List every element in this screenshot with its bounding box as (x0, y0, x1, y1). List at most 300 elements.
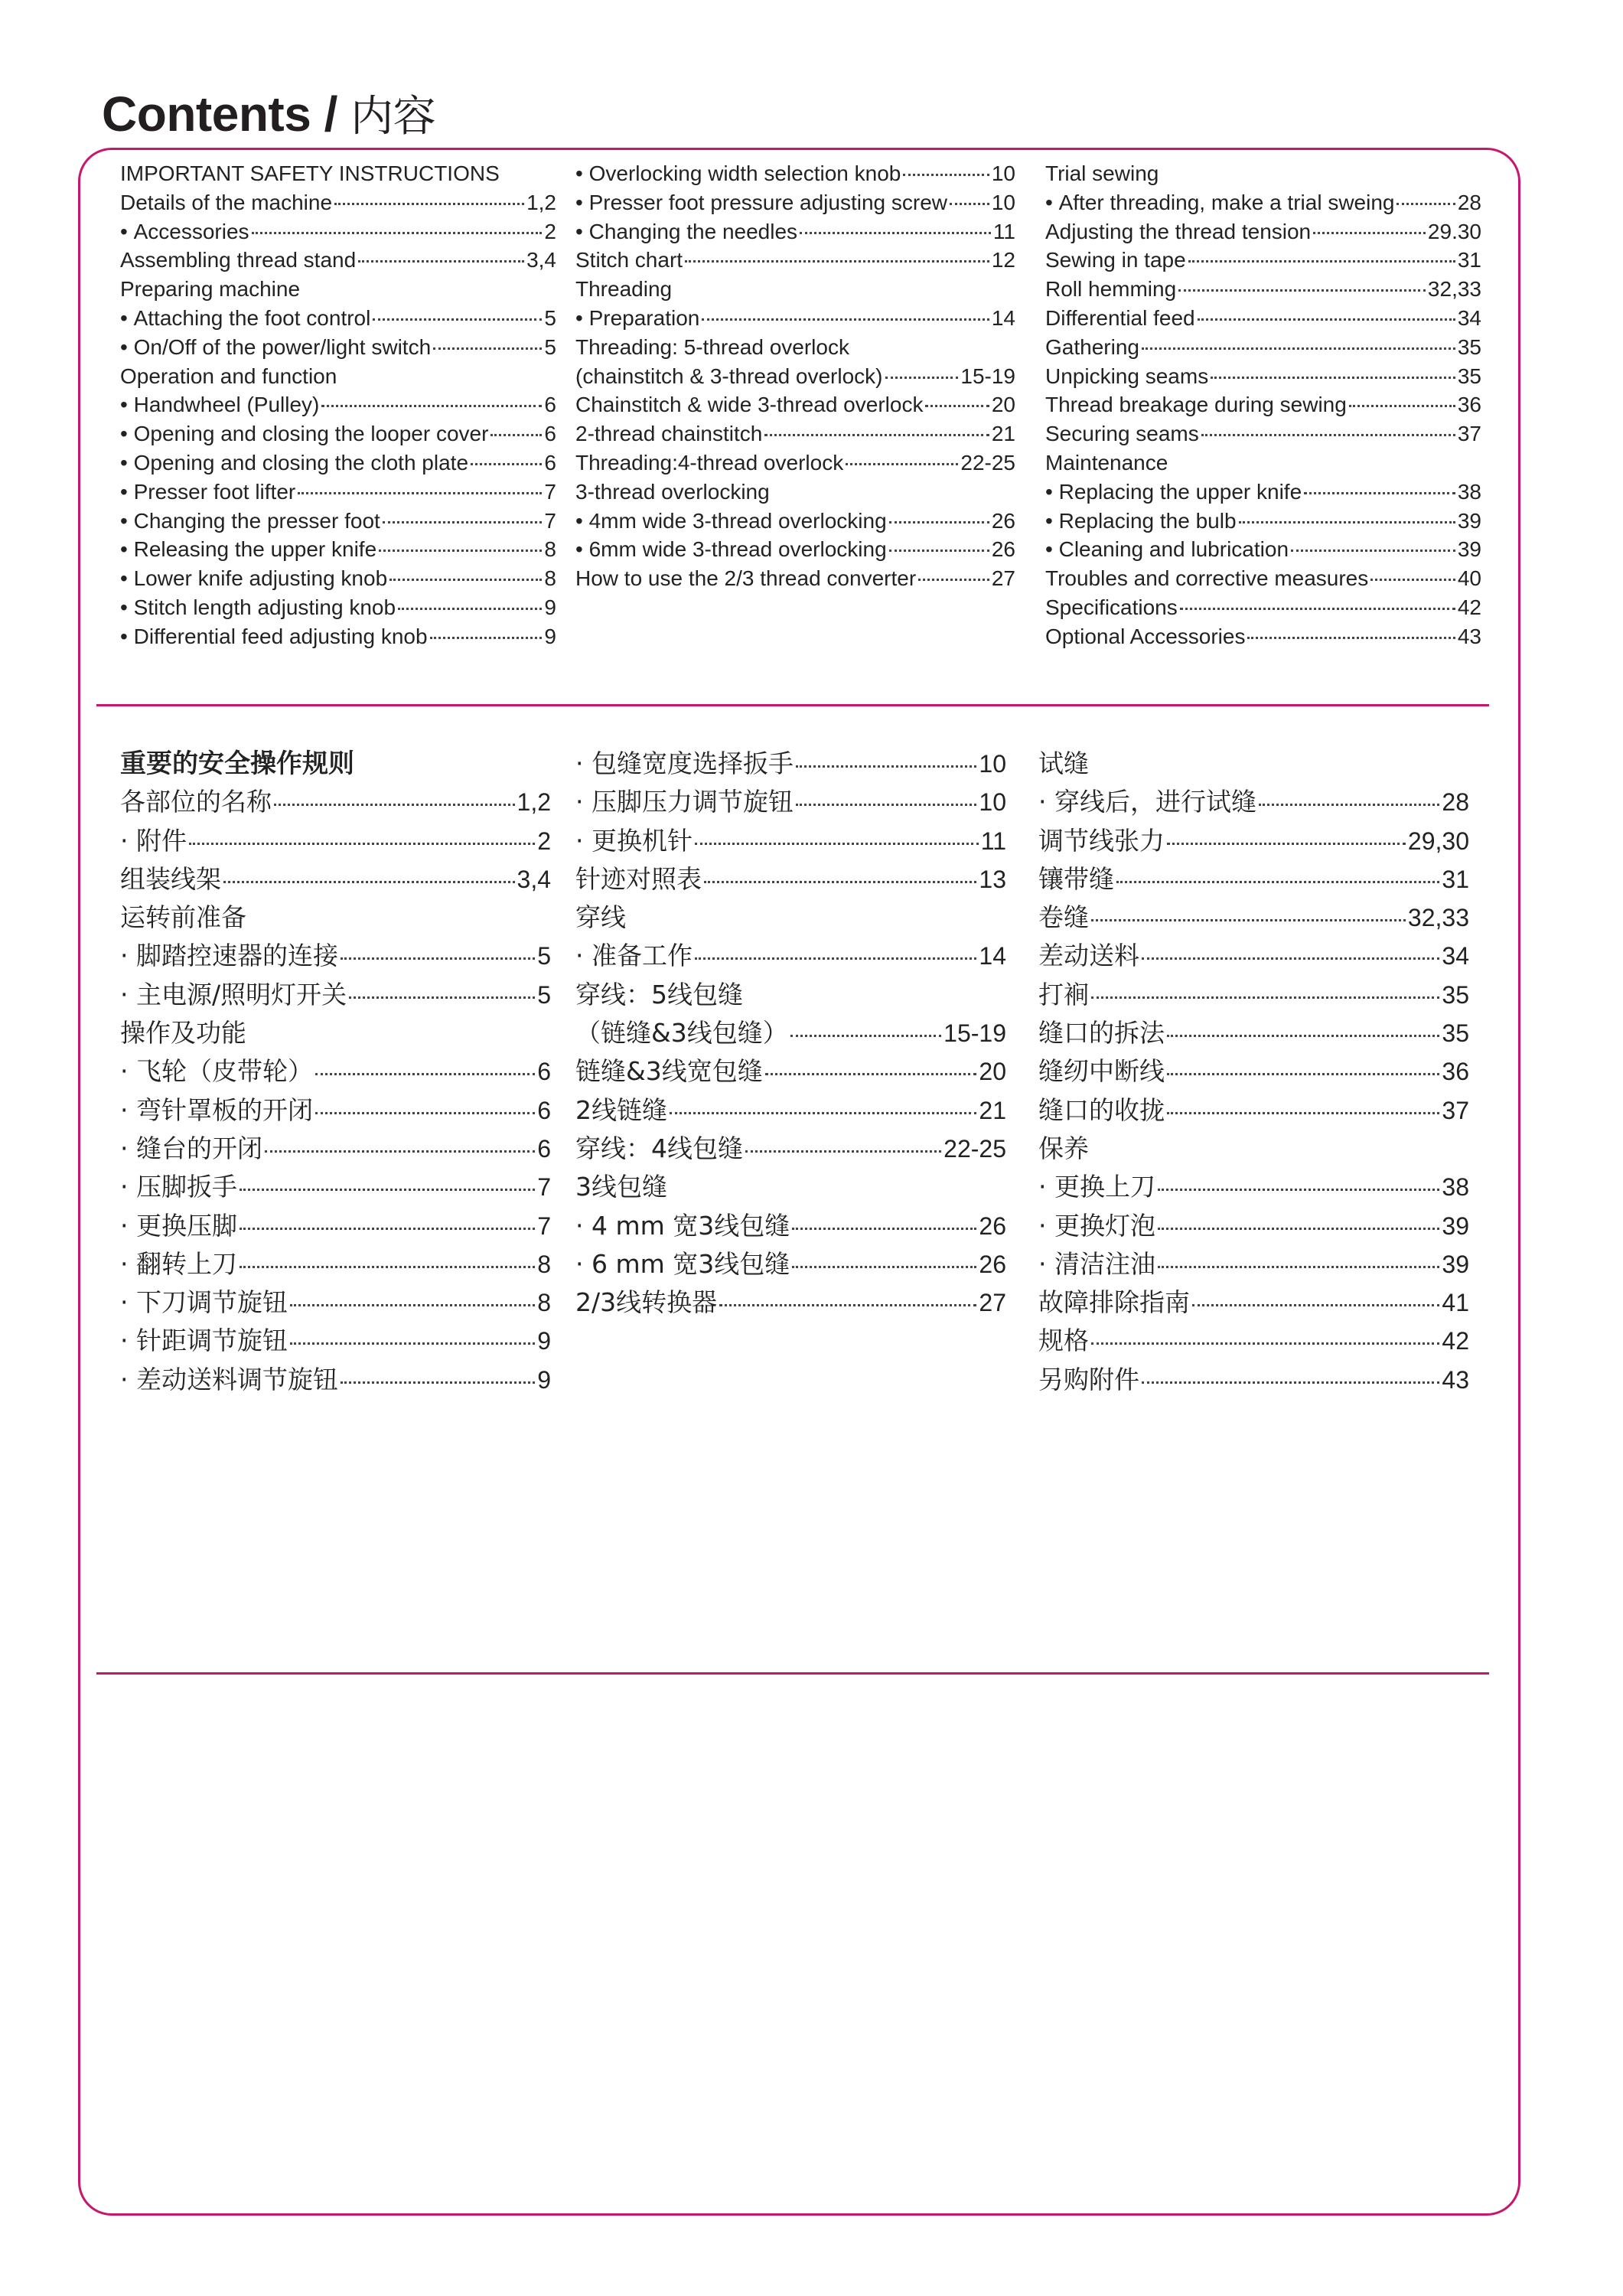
toc-entry (1045, 217, 1481, 246)
toc-entry-page: 39 (1442, 1212, 1469, 1240)
toc-entry-title: 链缝&3线宽包缝 (575, 1056, 763, 1087)
toc-entry-title: 3线包缝 (575, 1172, 667, 1202)
dot-leader (1142, 347, 1455, 350)
toc-entry-title: 穿线：4线包缝 (575, 1133, 743, 1163)
toc-entry-page: 35 (1457, 364, 1481, 388)
toc-entry-title: Thread breakage during sewing (1045, 393, 1347, 417)
toc-entry-page: 31 (1442, 865, 1469, 893)
dot-leader (792, 1266, 976, 1268)
dot-leader (1180, 608, 1455, 610)
toc-entry (120, 822, 551, 860)
toc-entry (120, 1130, 551, 1168)
toc-entry (120, 783, 551, 821)
toc-entry (1045, 535, 1481, 564)
toc-entry-title: 差动送料 (1038, 941, 1139, 971)
toc-entry (1045, 362, 1481, 391)
toc-entry-title: • Attaching the foot control (120, 304, 370, 333)
toc-entry-title: · 翻转上刀 (120, 1245, 237, 1283)
toc-entry-page: 11 (980, 827, 1006, 855)
page-title (102, 83, 435, 144)
dot-leader (925, 405, 989, 407)
toc-entry (575, 937, 1006, 975)
dot-leader (1158, 1266, 1439, 1268)
dot-leader (358, 260, 524, 263)
toc-entry-page: 35 (1457, 334, 1481, 359)
dot-leader (704, 881, 976, 883)
toc-entry (120, 1091, 551, 1130)
toc-entry (1045, 419, 1481, 448)
dot-leader (1167, 1073, 1439, 1075)
dot-leader (792, 1228, 976, 1230)
toc-entry-title: · 包缝宽度选择扳手 (575, 745, 794, 783)
toc-entry-page: 42 (1442, 1327, 1469, 1355)
toc-entry-title: （链缝&3线包缝） (575, 1018, 788, 1049)
toc-entry-page: 20 (979, 1058, 1006, 1086)
toc-entry (1038, 1283, 1469, 1322)
toc-entry-page: 35 (1442, 980, 1469, 1009)
toc-entry (1038, 1322, 1469, 1360)
toc-entry (1038, 1014, 1469, 1052)
toc-entry-title: · 穿线后，进行试缝 (1038, 783, 1256, 821)
dot-leader (373, 318, 542, 321)
toc-entry-page: 1,2 (517, 788, 551, 817)
toc-entry-title: · 差动送料调节旋钮 (120, 1361, 338, 1399)
toc-entry (575, 1052, 1006, 1091)
toc-entry-page: 9 (537, 1365, 551, 1394)
toc-entry-title: • Lower knife adjusting knob (120, 564, 387, 593)
toc-entry-page: 7 (544, 479, 556, 504)
toc-entry-page: 7 (537, 1173, 551, 1202)
toc-entry-title: 2-thread chainstitch (575, 422, 763, 446)
toc-entry (120, 1207, 551, 1245)
toc-entry-title: 卷缝 (1038, 902, 1089, 933)
toc-entry-page: 31 (1457, 248, 1481, 272)
toc-entry-page: 15-19 (960, 364, 1015, 388)
toc-entry-title: · 准备工作 (575, 937, 693, 975)
english-toc-column-2 (575, 159, 1015, 593)
title-separator: / (311, 86, 351, 142)
toc-entry (1045, 564, 1481, 593)
dot-leader (796, 804, 976, 806)
toc-entry-page: 21 (991, 422, 1015, 446)
toc-entry (1038, 1361, 1469, 1399)
dot-leader (389, 579, 542, 581)
toc-entry-page: 26 (979, 1250, 1006, 1278)
dot-leader (274, 804, 515, 806)
toc-entry-title: • Opening and closing the cloth plate (120, 448, 468, 478)
toc-entry-page: 14 (979, 942, 1006, 970)
toc-entry (120, 899, 551, 937)
toc-entry (120, 1245, 551, 1283)
toc-entry-page: 37 (1442, 1096, 1469, 1124)
dot-leader (1313, 232, 1426, 234)
toc-entry-page: 11 (992, 219, 1015, 243)
toc-entry (120, 507, 556, 536)
toc-entry (1045, 622, 1481, 651)
toc-entry-page: 6 (537, 1134, 551, 1163)
toc-entry-title: Differential feed (1045, 305, 1195, 330)
toc-entry-title: 保养 (1038, 1133, 1089, 1163)
toc-entry (575, 362, 1015, 391)
toc-entry (120, 1322, 551, 1360)
toc-entry (1038, 860, 1469, 899)
toc-entry-page: 36 (1457, 393, 1481, 417)
toc-entry-page: 38 (1457, 479, 1481, 504)
dot-leader (1198, 318, 1455, 321)
toc-entry-title: • Stitch length adjusting knob (120, 593, 396, 622)
toc-entry-title: • Replacing the upper knife (1045, 478, 1302, 507)
toc-entry-title: · 压脚扳手 (120, 1168, 237, 1206)
toc-entry-page: 40 (1457, 566, 1481, 591)
dot-leader (764, 434, 989, 436)
toc-entry-title: • 4mm wide 3-thread overlocking (575, 507, 887, 536)
dot-leader (189, 843, 535, 845)
dot-leader (240, 1228, 535, 1230)
toc-entry-page: 13 (979, 865, 1006, 893)
toc-entry-page: 43 (1457, 624, 1481, 648)
dot-leader (1167, 843, 1406, 845)
toc-entry-page: 5 (537, 980, 551, 1009)
toc-entry-title: • Overlocking width selection knob (575, 159, 901, 188)
toc-entry-title: 缝纫中断线 (1038, 1056, 1165, 1087)
chinese-toc-column-1 (120, 745, 551, 1399)
dot-leader (1211, 377, 1455, 379)
toc-entry (1045, 333, 1481, 362)
toc-entry-title: 3-thread overlocking (575, 479, 770, 504)
dot-leader (1158, 1228, 1439, 1230)
toc-entry (575, 535, 1015, 564)
toc-entry (575, 333, 1015, 362)
toc-entry (1038, 976, 1469, 1014)
toc-entry-page: 10 (979, 788, 1006, 817)
toc-entry-page: 22-25 (943, 1134, 1006, 1163)
toc-entry (1045, 593, 1481, 622)
dot-leader (471, 463, 542, 465)
toc-entry (575, 976, 1006, 1014)
toc-entry-title: 2线链缝 (575, 1094, 667, 1125)
dot-leader (315, 1073, 535, 1075)
toc-entry-title: Threading:4-thread overlock (575, 450, 844, 475)
toc-entry (1038, 1207, 1469, 1245)
toc-entry (575, 217, 1015, 246)
toc-entry (120, 1014, 551, 1052)
toc-entry-title: · 针距调节旋钮 (120, 1322, 288, 1360)
toc-entry (575, 246, 1015, 275)
toc-entry (120, 419, 556, 448)
toc-entry (120, 478, 556, 507)
dot-leader (685, 260, 989, 263)
toc-entry-title: How to use the 2/3 thread converter (575, 566, 917, 591)
toc-entry-page: 27 (979, 1289, 1006, 1317)
toc-entry-title: 缝口的拆法 (1038, 1018, 1165, 1049)
toc-entry-page: 8 (544, 537, 556, 562)
dot-leader (1116, 881, 1439, 883)
toc-entry (1045, 507, 1481, 536)
toc-entry-title: 穿线：5线包缝 (575, 979, 743, 1009)
dot-leader (903, 174, 989, 176)
toc-entry-title: • Releasing the upper knife (120, 535, 376, 564)
dot-leader (298, 492, 542, 494)
toc-entry (575, 275, 1015, 304)
toc-entry-title: Securing seams (1045, 422, 1199, 446)
toc-entry-title: 另购附件 (1038, 1364, 1139, 1394)
toc-entry-page: 37 (1457, 422, 1481, 446)
toc-entry (120, 1283, 551, 1322)
toc-entry (575, 1168, 1006, 1206)
toc-entry-title: Maintenance (1045, 450, 1168, 475)
toc-entry (1045, 159, 1481, 188)
dot-leader (252, 232, 543, 234)
title-english: Contents (102, 86, 311, 142)
toc-entry-page: 41 (1442, 1289, 1469, 1317)
toc-entry (1038, 1091, 1469, 1130)
toc-entry-page: 42 (1457, 595, 1481, 619)
toc-entry (575, 304, 1015, 333)
toc-entry (1045, 304, 1481, 333)
dot-leader (379, 550, 542, 552)
toc-entry-page: 12 (991, 248, 1015, 272)
dot-leader (1178, 289, 1426, 292)
dot-leader (1091, 1342, 1439, 1345)
dot-leader (341, 957, 535, 960)
toc-entry (575, 860, 1006, 899)
toc-entry-title: Roll hemming (1045, 277, 1177, 302)
toc-entry (120, 976, 551, 1014)
toc-entry-title: 规格 (1038, 1326, 1089, 1356)
dot-leader (1239, 521, 1455, 523)
toc-entry (575, 783, 1006, 821)
dot-leader (885, 377, 959, 379)
section-divider-top (96, 704, 1489, 706)
toc-entry-title: · 附件 (120, 822, 187, 860)
toc-entry-title: Preparing machine (120, 277, 301, 302)
dot-leader (796, 765, 976, 768)
toc-entry-title: · 压脚压力调节旋钮 (575, 783, 794, 821)
toc-entry-title: • After threading, make a trial sweing (1045, 188, 1394, 217)
toc-entry-page: 28 (1457, 190, 1481, 214)
toc-entry-title: Troubles and corrective measures (1045, 566, 1369, 591)
toc-entry (120, 159, 556, 188)
toc-entry-page: 26 (991, 508, 1015, 533)
toc-entry-page: 20 (991, 393, 1015, 417)
toc-entry-page: 9 (544, 595, 556, 619)
toc-entry-title: Stitch chart (575, 248, 683, 272)
dot-leader (349, 996, 535, 999)
title-chinese: 内容 (350, 92, 436, 142)
toc-entry-page: 28 (1442, 788, 1469, 817)
toc-entry-page: 6 (537, 1058, 551, 1086)
toc-entry-title: • Preparation (575, 304, 699, 333)
toc-entry-title: · 缝台的开闭 (120, 1130, 262, 1168)
dot-leader (800, 232, 991, 234)
toc-entry-page: 21 (979, 1096, 1006, 1124)
toc-entry-title: 操作及功能 (120, 1018, 246, 1049)
toc-entry-page: 8 (544, 566, 556, 591)
toc-entry (1038, 822, 1469, 860)
toc-entry (120, 564, 556, 593)
toc-entry-page: 39 (1457, 537, 1481, 562)
dot-leader (315, 1112, 535, 1114)
toc-entry-page: 9 (537, 1327, 551, 1355)
toc-entry-title: Gathering (1045, 334, 1139, 359)
toc-entry-page: 29.30 (1427, 219, 1481, 243)
toc-entry-title: · 清洁注油 (1038, 1245, 1155, 1283)
toc-entry (1038, 937, 1469, 975)
toc-entry-page: 43 (1442, 1365, 1469, 1394)
dot-leader (334, 203, 524, 205)
toc-entry-title: 调节线张力 (1038, 825, 1165, 856)
toc-entry-title: 试缝 (1038, 748, 1089, 778)
toc-entry (575, 1091, 1006, 1130)
toc-entry (575, 564, 1015, 593)
toc-entry-page: 5 (544, 334, 556, 359)
toc-entry-title: Optional Accessories (1045, 624, 1246, 648)
toc-entry (120, 1361, 551, 1399)
toc-entry-title: • Changing the needles (575, 217, 797, 246)
dot-leader (1158, 1189, 1439, 1191)
toc-entry-title: 运转前准备 (120, 902, 246, 933)
dot-leader (719, 1304, 976, 1306)
toc-entry (1038, 745, 1469, 783)
toc-entry (120, 745, 551, 783)
dot-leader (223, 881, 515, 883)
dot-leader (670, 1112, 976, 1114)
toc-entry-page: 7 (544, 508, 556, 533)
toc-entry-title: IMPORTANT SAFETY INSTRUCTIONS (120, 161, 500, 185)
toc-entry-page: 26 (991, 537, 1015, 562)
toc-entry (120, 333, 556, 362)
toc-entry-title: · 主电源/照明灯开关 (120, 976, 347, 1014)
toc-entry (120, 304, 556, 333)
toc-entry-page: 32,33 (1427, 277, 1481, 302)
toc-entry-page: 2 (537, 827, 551, 855)
toc-entry (120, 937, 551, 975)
dot-leader (1188, 260, 1455, 263)
toc-entry-page: 3,4 (517, 865, 551, 893)
toc-entry-page: 39 (1457, 508, 1481, 533)
toc-entry (1045, 390, 1481, 419)
english-toc-column-3 (1045, 159, 1481, 651)
toc-entry-page: 10 (991, 161, 1015, 185)
dot-leader (1167, 1112, 1439, 1114)
dot-leader (321, 405, 542, 407)
toc-entry-title: 打裥 (1038, 979, 1089, 1009)
toc-entry-page: 5 (544, 305, 556, 330)
toc-entry-title: • Opening and closing the looper cover (120, 419, 488, 448)
toc-entry (575, 1207, 1006, 1245)
toc-entry (575, 1130, 1006, 1168)
dot-leader (1091, 919, 1406, 921)
toc-entry-page: 32,33 (1407, 904, 1469, 932)
toc-entry-title: Adjusting the thread tension (1045, 219, 1312, 243)
dot-leader (702, 318, 989, 321)
toc-entry (1038, 1168, 1469, 1206)
toc-entry-title: • Differential feed adjusting knob (120, 622, 428, 651)
toc-entry (1045, 448, 1481, 478)
dot-leader (265, 1150, 535, 1153)
toc-entry-page: 6 (544, 393, 556, 417)
dot-leader (240, 1266, 535, 1268)
toc-entry-title: • 6mm wide 3-thread overlocking (575, 535, 887, 564)
toc-entry (575, 1245, 1006, 1283)
dot-leader (1192, 1304, 1439, 1306)
toc-entry (1045, 188, 1481, 217)
toc-entry (575, 1014, 1006, 1052)
toc-entry-page: 2 (544, 219, 556, 243)
toc-entry-title: Sewing in tape (1045, 248, 1186, 272)
toc-entry (575, 899, 1006, 937)
toc-entry-page: 35 (1442, 1019, 1469, 1048)
toc-entry (575, 745, 1006, 783)
dot-leader (490, 434, 542, 436)
toc-entry-title: · 弯针罩板的开闭 (120, 1091, 313, 1130)
chinese-toc-column-2 (575, 745, 1006, 1322)
toc-entry-title: 各部位的名称 (120, 787, 272, 817)
toc-entry-title: 重要的安全操作规则 (120, 748, 354, 779)
toc-entry-page: 15-19 (943, 1019, 1006, 1048)
toc-entry-title: 镶带缝 (1038, 863, 1114, 894)
dot-leader (1142, 957, 1439, 960)
toc-entry (120, 362, 556, 391)
toc-entry-title: • Presser foot pressure adjusting screw (575, 188, 947, 217)
toc-entry (1038, 899, 1469, 937)
toc-entry-page: 29,30 (1407, 827, 1469, 855)
toc-entry-title: · 4 mm 宽3线包缝 (575, 1207, 790, 1245)
dot-leader (1091, 996, 1439, 999)
dot-leader (433, 347, 542, 350)
toc-entry-title: • On/Off of the power/light switch (120, 333, 431, 362)
toc-entry-title: Operation and function (120, 364, 337, 388)
toc-entry-title: · 下刀调节旋钮 (120, 1283, 288, 1322)
toc-entry-page: 10 (991, 190, 1015, 214)
dot-leader (1291, 550, 1455, 552)
toc-entry-page: 7 (537, 1212, 551, 1240)
toc-entry-title: • Presser foot lifter (120, 478, 295, 507)
toc-entry-page: 6 (544, 422, 556, 446)
toc-entry-page: 36 (1442, 1058, 1469, 1086)
toc-entry (1045, 246, 1481, 275)
toc-entry (120, 535, 556, 564)
toc-entry-title: · 脚踏控速器的连接 (120, 937, 338, 975)
dot-leader (383, 521, 543, 523)
toc-entry (1038, 1052, 1469, 1091)
dot-leader (1370, 579, 1455, 581)
dot-leader (918, 579, 989, 581)
dot-leader (745, 1150, 941, 1153)
dot-leader (889, 550, 989, 552)
toc-entry-page: 34 (1442, 942, 1469, 970)
english-toc-column-1 (120, 159, 556, 651)
toc-entry (1045, 275, 1481, 304)
toc-entry (1045, 478, 1481, 507)
toc-entry (575, 188, 1015, 217)
toc-entry (575, 390, 1015, 419)
toc-entry-page: 22-25 (960, 450, 1015, 475)
toc-entry-title: · 更换机针 (575, 822, 693, 860)
toc-entry-page: 8 (537, 1250, 551, 1278)
toc-entry (1038, 783, 1469, 821)
toc-entry (575, 448, 1015, 478)
dot-leader (290, 1304, 535, 1306)
toc-entry-page: 1,2 (526, 190, 556, 214)
toc-entry (120, 593, 556, 622)
toc-entry-page: 39 (1442, 1250, 1469, 1278)
dot-leader (695, 957, 976, 960)
dot-leader (846, 463, 958, 465)
toc-entry-title: • Cleaning and lubrication (1045, 535, 1289, 564)
toc-entry (120, 275, 556, 304)
toc-entry-title: · 更换上刀 (1038, 1168, 1155, 1206)
